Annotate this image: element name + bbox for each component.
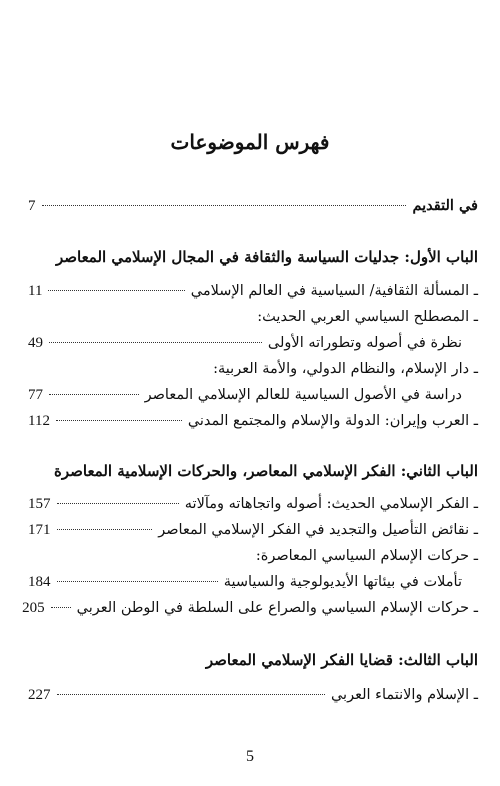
leader-dots	[57, 581, 218, 582]
toc-entry	[28, 522, 478, 544]
toc-entry	[28, 413, 478, 435]
toc-entry	[28, 361, 478, 383]
chapter-heading-2: الباب الثاني: الفكر الإسلامي المعاصر، والحركات الإسلامية المعاصرة	[54, 462, 478, 480]
toc-entry-page: 112	[28, 413, 50, 429]
toc-entry-label: ـ حركات الإسلام السياسي المعاصرة:	[255, 548, 478, 564]
toc-entry	[22, 600, 478, 622]
chapter-heading-3: الباب الثالث: قضايا الفكر الإسلامي المعاصر	[205, 651, 478, 669]
toc-entry-label: ـ الإسلام والانتماء العربي	[330, 687, 478, 703]
toc-entry	[28, 687, 478, 709]
leader-dots	[42, 205, 407, 206]
toc-entry-page: 184	[28, 574, 51, 590]
toc-entry-label: في التقديم	[412, 197, 478, 214]
toc-entry-label: ـ دار الإسلام، والنظام الدولي، والأمة العربية:	[213, 361, 478, 377]
toc-entry-page: 227	[28, 687, 51, 703]
leader-dots	[57, 694, 325, 695]
toc-entry	[28, 387, 478, 409]
leader-dots	[48, 290, 184, 291]
page-number: 5	[246, 748, 254, 765]
toc-entry	[28, 574, 478, 596]
toc-entry-label: ـ المصطلح السياسي العربي الحديث:	[257, 309, 478, 325]
leader-dots	[57, 529, 153, 530]
toc-entry-label: نظرة في أصوله وتطوراته الأولى	[267, 335, 462, 351]
leader-dots	[56, 420, 182, 421]
leader-dots	[57, 503, 179, 504]
toc-entry-intro	[28, 197, 478, 219]
toc-entry-page: 171	[28, 522, 51, 538]
toc-entry-page: 77	[28, 387, 43, 403]
toc-entry	[28, 283, 478, 305]
toc-entry-page: 205	[22, 600, 45, 616]
toc-entry-label: دراسة في الأصول السياسية للعالم الإسلامي المعاصر	[144, 387, 462, 403]
chapter-heading-1: الباب الأول: جدليات السياسة والثقافة في المجال الإسلامي المعاصر	[55, 248, 478, 266]
page-title: فهرس الموضوعات	[170, 130, 330, 154]
leader-dots	[49, 394, 139, 395]
toc-entry-page: 157	[28, 496, 51, 512]
toc-entry	[28, 496, 478, 518]
leader-dots	[49, 342, 262, 343]
toc-entry-page: 7	[28, 198, 36, 214]
toc-entry-label: ـ العرب وإيران: الدولة والإسلام والمجتمع المدني	[187, 413, 478, 429]
toc-entry-page: 49	[28, 335, 43, 351]
toc-entry	[28, 335, 478, 357]
toc-entry-label: ـ المسألة الثقافية/ السياسية في العالم الإسلامي	[190, 283, 478, 299]
toc-entry	[28, 548, 478, 570]
leader-dots	[51, 607, 71, 608]
toc-entry-label: ـ الفكر الإسلامي الحديث: أصوله واتجاهاته ومآلاته	[184, 496, 478, 512]
toc-entry-label: تأملات في بيئاتها الأيديولوجية والسياسية	[223, 574, 462, 590]
toc-entry-label: ـ نقائض التأصيل والتجديد في الفكر الإسلامي المعاصر	[158, 522, 478, 538]
toc-entry-label: ـ حركات الإسلام السياسي والصراع على السلطة في الوطن العربي	[76, 600, 478, 616]
toc-entry-page: 11	[28, 283, 43, 299]
toc-entry	[28, 309, 478, 331]
